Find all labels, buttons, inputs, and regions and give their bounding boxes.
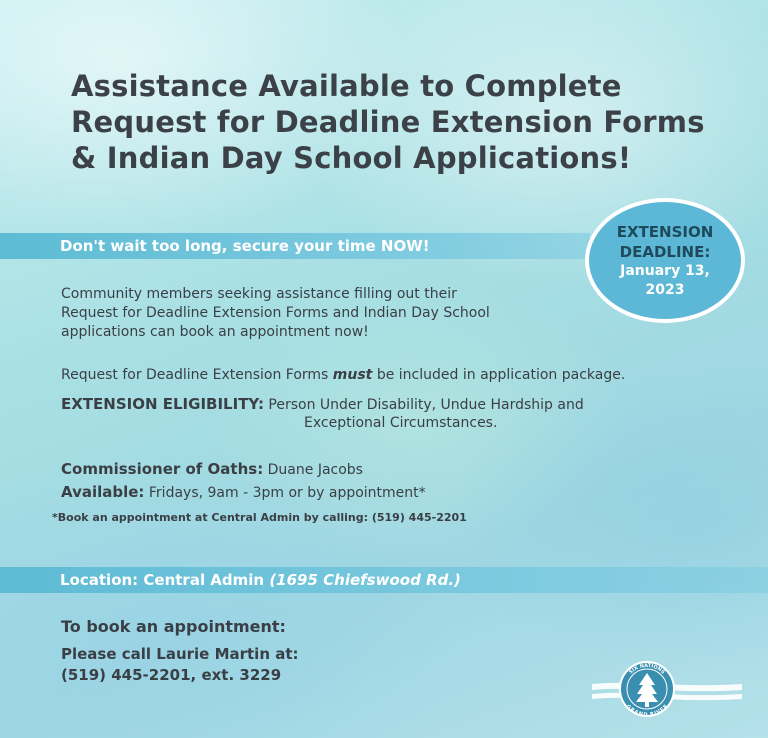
- intro-line-3: applications can book an appointment now!: [61, 324, 369, 340]
- must-notice: [61, 366, 625, 385]
- deadline-badge: [585, 198, 745, 323]
- booking-section: [61, 617, 299, 686]
- must-notice-after: be included in application package.: [372, 367, 626, 383]
- must-notice-before: Request for Deadline Extension Forms: [61, 367, 333, 383]
- intro-paragraph: [61, 285, 490, 342]
- title-line-2: Request for Deadline Extension Forms: [71, 105, 705, 139]
- logo-text-bottom: GRAND RIVER: [624, 703, 670, 719]
- badge-line-2: DEADLINE:: [619, 242, 711, 261]
- badge-line-4: 2023: [645, 281, 685, 298]
- location-banner: [0, 567, 768, 593]
- title-line-3: & Indian Day School Applications!: [71, 141, 632, 175]
- commissioner-label: Commissioner of Oaths:: [61, 460, 264, 478]
- cta-banner: [0, 233, 590, 259]
- eligibility-line-1: Person Under Disability, Undue Hardship and: [263, 397, 584, 413]
- footnote: *Book an appointment at Central Admin by calling: (519) 445-2201: [52, 511, 467, 524]
- available-value: Fridays, 9am - 3pm or by appointment*: [144, 485, 426, 501]
- location-address: (1695 Chiefswood Rd.): [269, 571, 461, 589]
- intro-line-2: Request for Deadline Extension Forms and Indian Day School: [61, 305, 490, 321]
- booking-heading: To book an appointment:: [61, 617, 286, 636]
- commissioner-section: [61, 458, 426, 504]
- commissioner-value: Duane Jacobs: [263, 462, 363, 478]
- intro-line-1: Community members seeking assistance filling out their: [61, 286, 457, 302]
- booking-phone: (519) 445-2201, ext. 3229: [61, 666, 282, 684]
- available-label: Available:: [61, 483, 145, 501]
- location-label: Location: Central Admin: [60, 571, 270, 589]
- title-line-1: Assistance Available to Complete: [71, 69, 622, 103]
- eligibility-label: EXTENSION ELIGIBILITY:: [61, 395, 264, 413]
- cta-banner-text: Don't wait too long, secure your time NOW!: [60, 237, 430, 255]
- eligibility-line-2: Exceptional Circumstances.: [304, 415, 498, 431]
- booking-line-1: Please call Laurie Martin at:: [61, 645, 299, 663]
- badge-line-1: EXTENSION: [616, 222, 714, 241]
- six-nations-grand-river-logo: [592, 658, 742, 720]
- logo-text-top: SIX NATIONS: [628, 662, 666, 676]
- badge-line-3: January 13,: [620, 262, 710, 279]
- must-emphasis: must: [332, 367, 373, 383]
- eligibility-section: [61, 395, 584, 431]
- page-title: [71, 68, 711, 176]
